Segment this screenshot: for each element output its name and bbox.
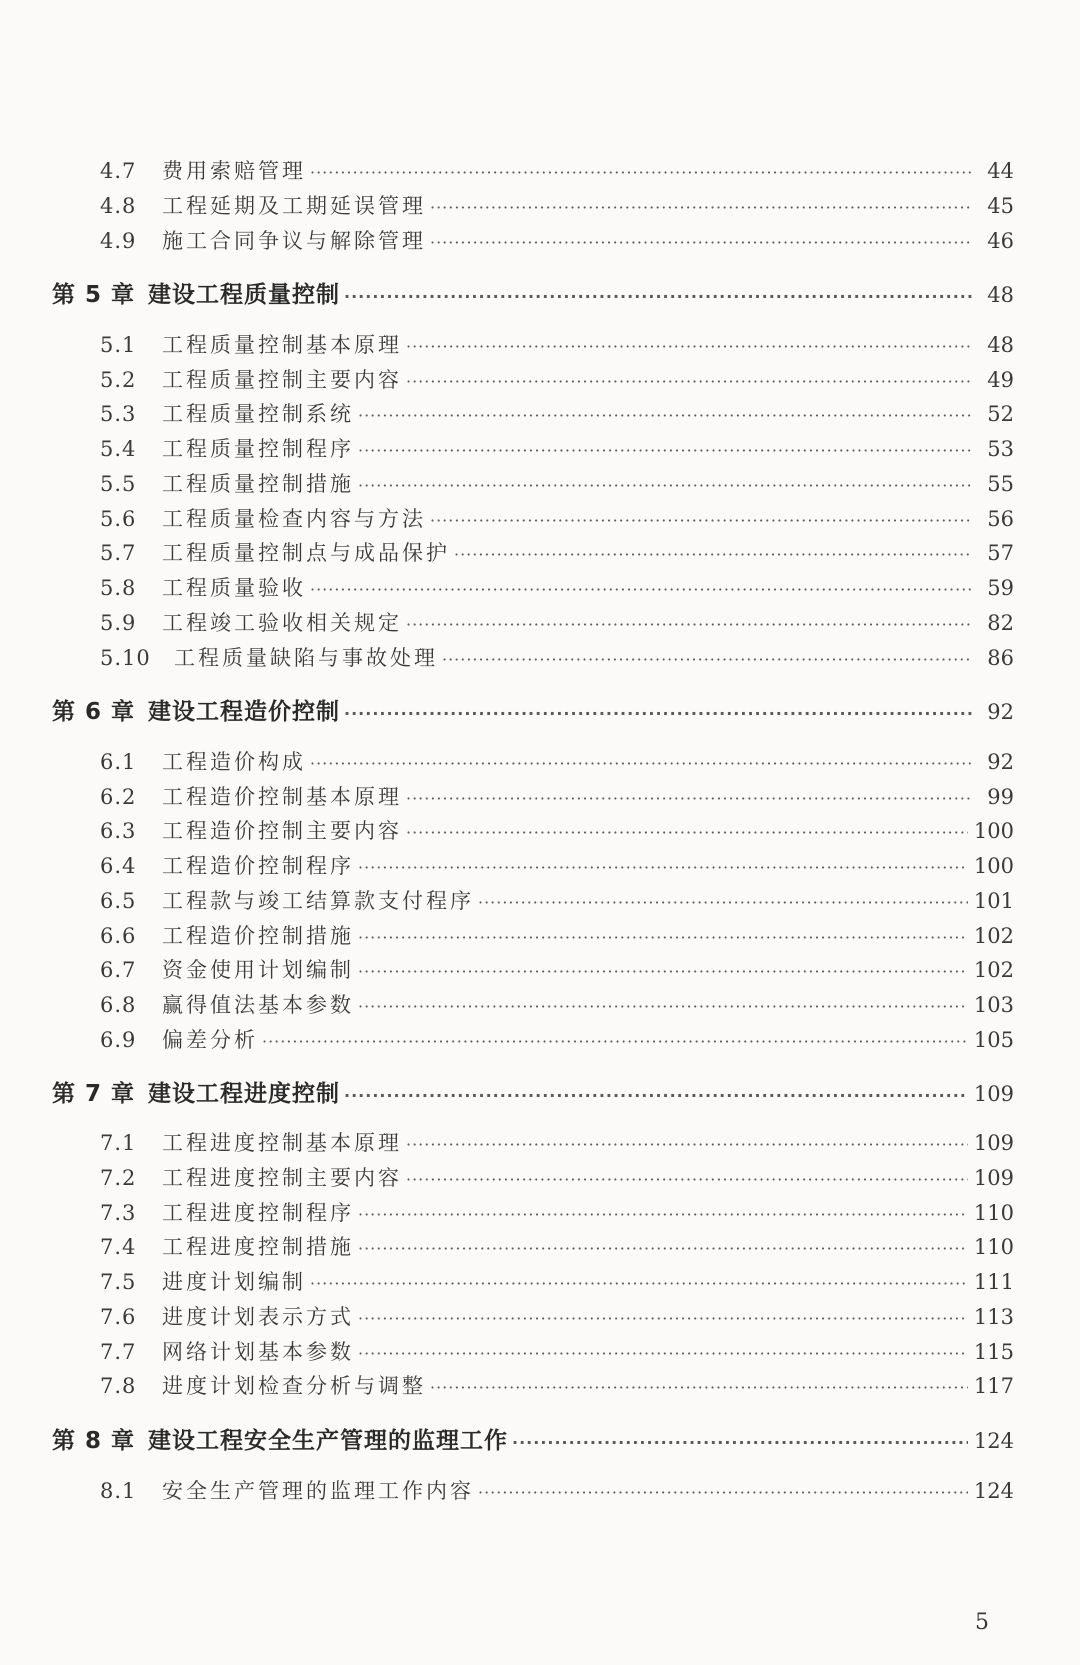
page-reference: 92 <box>987 750 1014 774</box>
section-number: 7.2 <box>100 1166 137 1190</box>
page-reference: 100 <box>973 854 1014 878</box>
section-title: 工程质量控制系统 <box>162 402 354 426</box>
section-title: 工程进度控制程序 <box>162 1201 354 1225</box>
page-number: 5 <box>975 1610 989 1635</box>
section-number: 7.1 <box>100 1131 137 1155</box>
toc-section-row <box>100 1301 1014 1331</box>
dot-leader <box>430 511 972 530</box>
dot-leader <box>344 1086 968 1105</box>
page-reference: 109 <box>973 1166 1014 1190</box>
dot-leader <box>454 545 972 564</box>
section-number: 6.1 <box>100 750 137 774</box>
section-title: 施工合同争议与解除管理 <box>162 229 426 253</box>
section-title: 工程质量验收 <box>162 576 306 600</box>
section-number: 6.2 <box>100 785 137 809</box>
toc-section-row <box>100 155 1014 185</box>
section-title: 工程造价控制程序 <box>162 854 354 878</box>
dot-leader <box>358 476 972 495</box>
toc-section-row <box>100 815 1014 845</box>
dot-leader <box>430 198 972 217</box>
section-title: 安全生产管理的监理工作内容 <box>162 1479 474 1503</box>
page-reference: 105 <box>973 1028 1014 1052</box>
section-number: 6.4 <box>100 854 137 878</box>
toc-section-row <box>100 746 1014 776</box>
toc-section-row <box>100 607 1014 637</box>
page-reference: 53 <box>987 437 1014 461</box>
dot-leader <box>430 1378 968 1397</box>
page-reference: 115 <box>973 1340 1014 1364</box>
dot-leader <box>358 1344 968 1363</box>
dot-leader <box>358 962 968 981</box>
page-reference: 102 <box>973 958 1014 982</box>
dot-leader <box>358 858 968 877</box>
toc-section-row <box>100 920 1014 950</box>
page-reference: 48 <box>987 283 1014 307</box>
section-number: 4.8 <box>100 194 137 218</box>
section-title: 工程质量控制点与成品保护 <box>162 541 450 565</box>
page-reference: 52 <box>987 402 1014 426</box>
chapter-number: 第 5 章 <box>52 282 136 308</box>
section-number: 6.8 <box>100 993 137 1017</box>
section-title: 网络计划基本参数 <box>162 1340 354 1364</box>
section-number: 6.7 <box>100 958 137 982</box>
page-reference: 55 <box>987 472 1014 496</box>
section-number: 7.5 <box>100 1270 137 1294</box>
section-number: 4.9 <box>100 229 137 253</box>
dot-leader <box>344 287 972 306</box>
page-reference: 59 <box>987 576 1014 600</box>
toc-section-row <box>100 329 1014 359</box>
toc-section-row <box>100 398 1014 428</box>
toc-section-row <box>100 1370 1014 1400</box>
dot-leader <box>406 823 968 842</box>
page-reference: 56 <box>987 507 1014 531</box>
page-reference: 117 <box>973 1374 1014 1398</box>
page-reference: 111 <box>973 1270 1014 1294</box>
page-reference: 109 <box>973 1131 1014 1155</box>
section-number: 7.7 <box>100 1340 137 1364</box>
page-reference: 101 <box>973 889 1014 913</box>
dot-leader <box>262 1032 968 1051</box>
dot-leader <box>442 650 972 669</box>
dot-leader <box>358 928 968 947</box>
toc-section-row <box>100 190 1014 220</box>
page-reference: 86 <box>987 646 1014 670</box>
page-reference: 99 <box>987 785 1014 809</box>
section-number: 4.7 <box>100 159 137 183</box>
section-number: 7.4 <box>100 1235 137 1259</box>
section-title: 偏差分析 <box>162 1028 258 1052</box>
section-number: 5.5 <box>100 472 137 496</box>
page-reference: 102 <box>973 924 1014 948</box>
dot-leader <box>478 1483 968 1502</box>
page-reference: 110 <box>973 1235 1014 1259</box>
page-reference: 113 <box>973 1305 1014 1329</box>
page-reference: 103 <box>973 993 1014 1017</box>
section-title: 进度计划检查分析与调整 <box>162 1374 426 1398</box>
dot-leader <box>512 1433 968 1452</box>
section-title: 赢得值法基本参数 <box>162 993 354 1017</box>
dot-leader <box>358 441 972 460</box>
toc-section-row <box>100 1231 1014 1261</box>
toc-chapter-row <box>52 1075 1014 1108</box>
section-number: 5.7 <box>100 541 137 565</box>
dot-leader <box>406 337 972 356</box>
section-title: 工程竣工验收相关规定 <box>162 611 402 635</box>
section-title: 工程质量检查内容与方法 <box>162 507 426 531</box>
toc-section-row <box>100 364 1014 394</box>
page-reference: 100 <box>973 819 1014 843</box>
section-title: 工程款与竣工结算款支付程序 <box>162 889 474 913</box>
dot-leader <box>358 406 972 425</box>
section-title: 工程造价控制基本原理 <box>162 785 402 809</box>
section-title: 工程质量缺陷与事故处理 <box>174 646 438 670</box>
page-reference: 110 <box>973 1201 1014 1225</box>
section-title: 工程进度控制措施 <box>162 1235 354 1259</box>
section-title: 工程质量控制程序 <box>162 437 354 461</box>
toc-section-row <box>100 225 1014 255</box>
section-number: 6.3 <box>100 819 137 843</box>
dot-leader <box>358 1239 968 1258</box>
dot-leader <box>406 1170 968 1189</box>
section-number: 5.8 <box>100 576 137 600</box>
dot-leader <box>310 754 972 773</box>
toc-section-row <box>100 537 1014 567</box>
section-title: 资金使用计划编制 <box>162 958 354 982</box>
toc-chapter-row <box>52 1422 1014 1455</box>
section-number: 5.9 <box>100 611 137 635</box>
section-title: 进度计划编制 <box>162 1270 306 1294</box>
dot-leader <box>310 1274 968 1293</box>
toc-section-row <box>100 572 1014 602</box>
toc-section-row <box>100 850 1014 880</box>
toc-chapter-row <box>52 693 1014 726</box>
section-title: 工程进度控制基本原理 <box>162 1131 402 1155</box>
page-reference: 45 <box>987 194 1014 218</box>
section-number: 5.4 <box>100 437 137 461</box>
dot-leader <box>406 1135 968 1154</box>
dot-leader <box>310 163 972 182</box>
chapter-title: 建设工程造价控制 <box>148 699 340 725</box>
section-number: 6.6 <box>100 924 137 948</box>
page-reference: 44 <box>987 159 1014 183</box>
page-reference: 57 <box>987 541 1014 565</box>
dot-leader <box>406 615 972 634</box>
page-reference: 46 <box>987 229 1014 253</box>
chapter-title: 建设工程质量控制 <box>148 282 340 308</box>
dot-leader <box>358 997 968 1016</box>
section-number: 8.1 <box>100 1479 137 1503</box>
section-number: 5.1 <box>100 333 137 357</box>
toc-section-row <box>100 781 1014 811</box>
section-title: 费用索赔管理 <box>162 159 306 183</box>
section-title: 工程质量控制主要内容 <box>162 368 402 392</box>
page-reference: 109 <box>973 1082 1014 1106</box>
section-number: 6.9 <box>100 1028 137 1052</box>
section-number: 5.10 <box>100 646 151 670</box>
toc-section-row <box>100 1475 1014 1505</box>
dot-leader <box>310 580 972 599</box>
section-title: 工程质量控制基本原理 <box>162 333 402 357</box>
toc-section-row <box>100 1024 1014 1054</box>
dot-leader <box>344 704 972 723</box>
toc-section-row <box>100 503 1014 533</box>
section-title: 工程进度控制主要内容 <box>162 1166 402 1190</box>
toc-section-row <box>100 1127 1014 1157</box>
chapter-number: 第 6 章 <box>52 699 136 725</box>
dot-leader <box>358 1205 968 1224</box>
page-reference: 92 <box>987 700 1014 724</box>
toc-section-row <box>100 468 1014 498</box>
section-number: 7.3 <box>100 1201 137 1225</box>
toc-section-row <box>100 1162 1014 1192</box>
toc-section-row <box>100 954 1014 984</box>
chapter-number: 第 8 章 <box>52 1428 136 1454</box>
dot-leader <box>406 789 972 808</box>
section-number: 5.2 <box>100 368 137 392</box>
toc-section-row <box>100 433 1014 463</box>
section-number: 7.8 <box>100 1374 137 1398</box>
page-reference: 124 <box>973 1429 1014 1453</box>
page-reference: 82 <box>987 611 1014 635</box>
page-reference: 48 <box>987 333 1014 357</box>
section-title: 工程质量控制措施 <box>162 472 354 496</box>
section-title: 工程延期及工期延误管理 <box>162 194 426 218</box>
dot-leader <box>358 1309 968 1328</box>
dot-leader <box>430 233 972 252</box>
section-number: 7.6 <box>100 1305 137 1329</box>
toc-section-row <box>100 642 1014 672</box>
chapter-title: 建设工程进度控制 <box>148 1081 340 1107</box>
toc-chapter-row <box>52 276 1014 309</box>
section-title: 工程造价控制措施 <box>162 924 354 948</box>
toc-section-row <box>100 1266 1014 1296</box>
toc-section-row <box>100 885 1014 915</box>
dot-leader <box>478 893 968 912</box>
dot-leader <box>406 372 972 391</box>
chapter-number: 第 7 章 <box>52 1081 136 1107</box>
toc-section-row <box>100 989 1014 1019</box>
section-number: 5.3 <box>100 402 137 426</box>
toc-section-row <box>100 1336 1014 1366</box>
section-number: 6.5 <box>100 889 137 913</box>
section-title: 工程造价控制主要内容 <box>162 819 402 843</box>
chapter-title: 建设工程安全生产管理的监理工作 <box>148 1428 508 1454</box>
page-reference: 124 <box>973 1479 1014 1503</box>
section-number: 5.6 <box>100 507 137 531</box>
section-title: 进度计划表示方式 <box>162 1305 354 1329</box>
toc-section-row <box>100 1197 1014 1227</box>
page-reference: 49 <box>987 368 1014 392</box>
section-title: 工程造价构成 <box>162 750 306 774</box>
